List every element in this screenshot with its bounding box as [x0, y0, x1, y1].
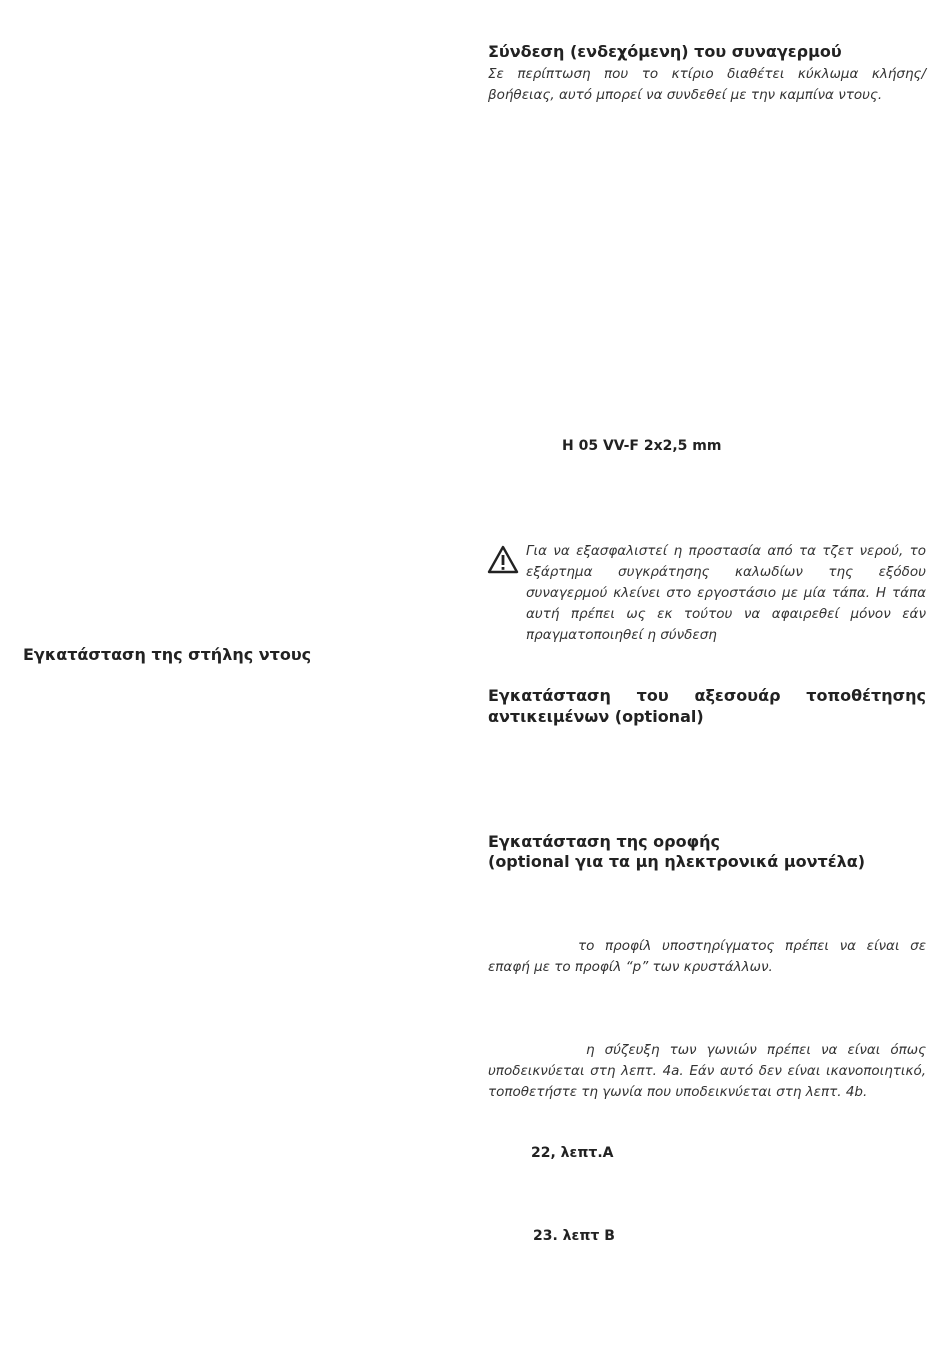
alarm-connection-body: Σε περίπτωση που το κτίριο διαθέτει κύκλωμα κλήσης/βοήθειας, αυτό μπορεί να συνδεθεί με την καμπίνα ντους.	[488, 66, 926, 103]
warning-text: Για να εξασφαλιστεί η προστασία από τα τζετ νερού, το εξάρτημα συγκράτησης καλωδίων της εξόδου συναγερμού κλείνει στο εργοστάσιο με μία τάπα. Η τάπα αυτή πρέπει ως εκ τούτου να αφαιρεθεί μόνον εάν πραγματοποιηθεί η σύνδεση	[526, 543, 926, 643]
accessory-title-line2: αντικειμένων (optional)	[488, 707, 704, 726]
shower-column-title: Εγκατάσταση της στήλης ντους	[23, 645, 312, 664]
alarm-connection-title: Σύνδεση (ενδεχόμενη) του συναγερμού	[488, 42, 842, 61]
warning-triangle-icon	[487, 545, 519, 575]
reference-a: 22, λεπτ.A	[531, 1145, 614, 1161]
profile-note: το προφίλ υποστηρίγματος πρέπει να είναι σε επαφή με το προφίλ “p” των κρυστάλλων.	[488, 938, 926, 975]
roof-title-line1: Εγκατάσταση της οροφής	[488, 832, 720, 851]
cable-spec: H 05 VV-F 2x2,5 mm	[562, 438, 722, 454]
reference-b: 23. λεπτ B	[533, 1228, 615, 1244]
corners-note: η σύζευξη των γωνιών πρέπει να είναι όπως υποδεικνύεται στη λεπτ. 4a. Εάν αυτό δεν είναι ικανοποιητικό, τοποθετήστε τη γωνία που υποδεικνύεται στη λεπτ. 4b.	[488, 1042, 926, 1100]
accessory-title-line1: Εγκατάσταση του αξεσουάρ τοποθέτησης	[488, 686, 926, 705]
roof-title-line2: (optional για τα μη ηλεκτρονικά μοντέλα)	[488, 852, 866, 871]
